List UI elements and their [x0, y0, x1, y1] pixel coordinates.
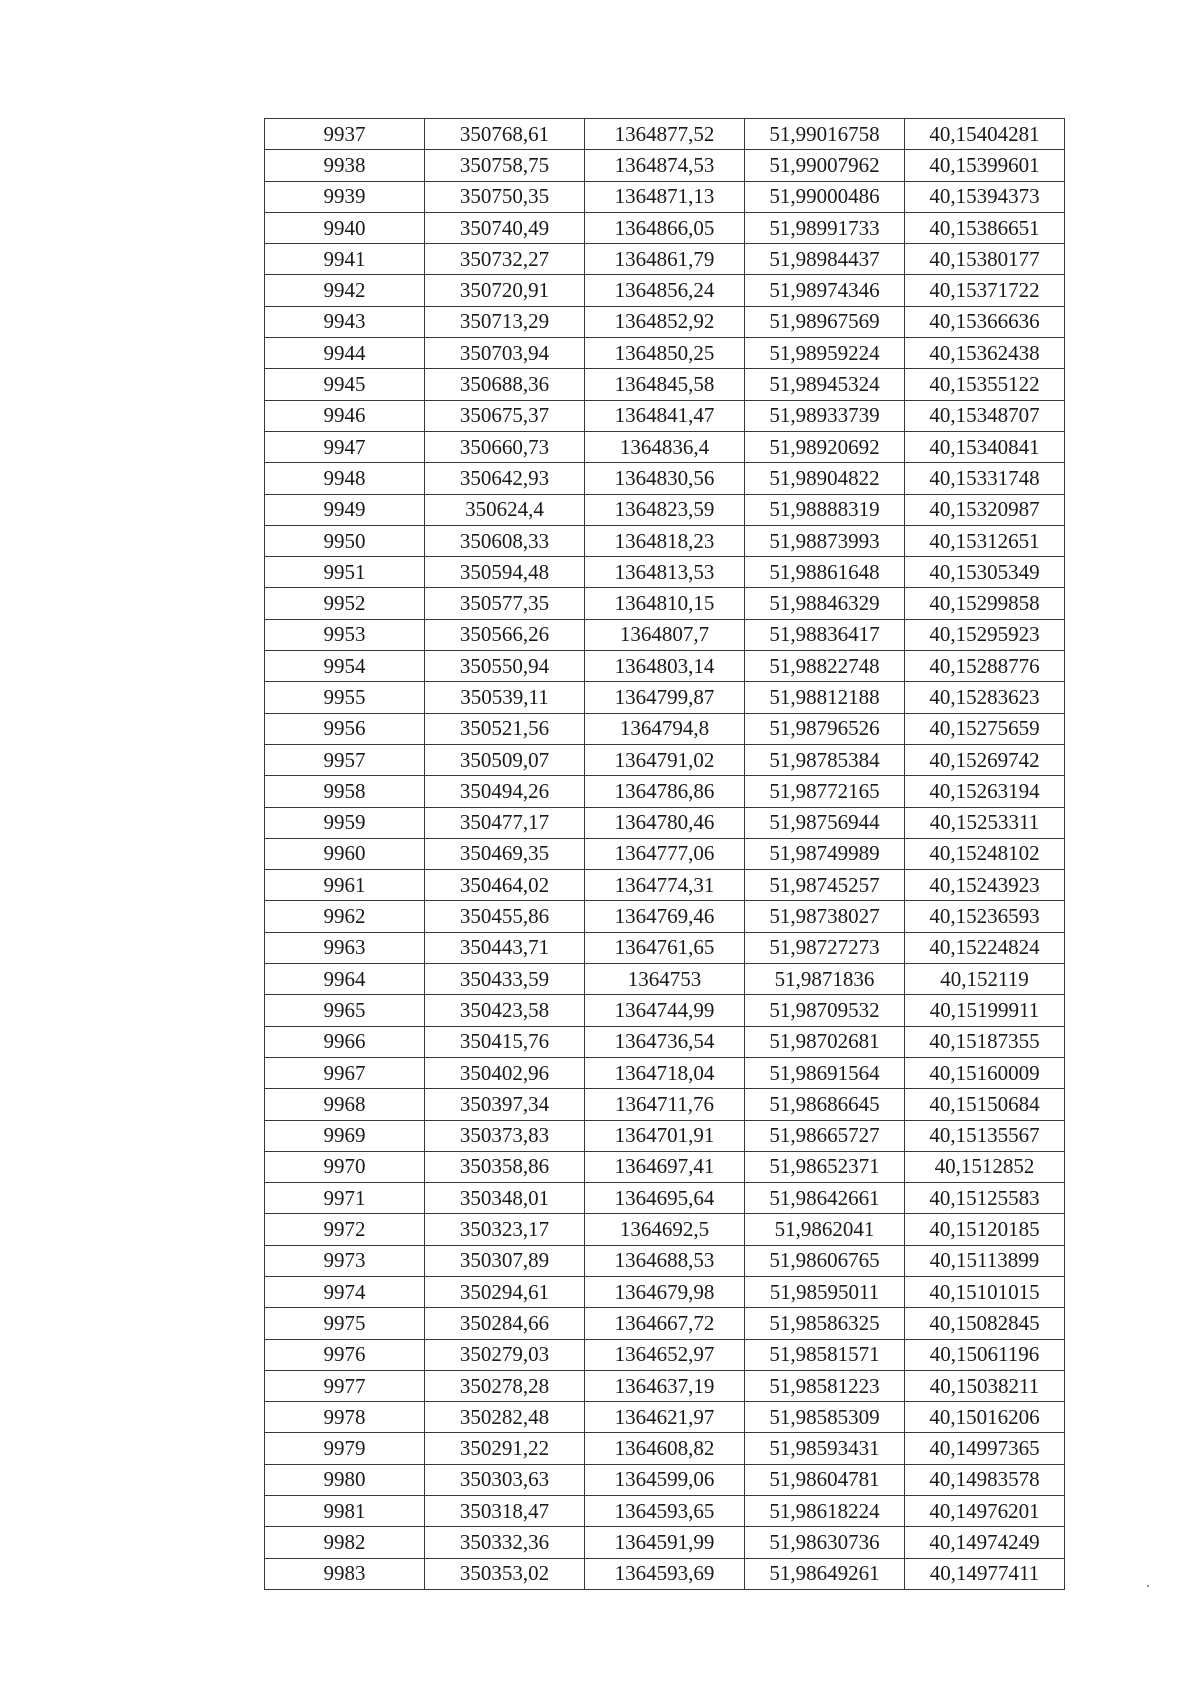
latitude-cell: 51,98586325 [745, 1308, 905, 1339]
y-coordinate-cell: 1364736,54 [585, 1026, 745, 1057]
y-coordinate-cell: 1364591,99 [585, 1527, 745, 1558]
x-coordinate-cell: 350642,93 [425, 463, 585, 494]
point-number-cell: 9948 [265, 463, 425, 494]
point-number-cell: 9943 [265, 306, 425, 337]
x-coordinate-cell: 350303,63 [425, 1464, 585, 1495]
y-coordinate-cell: 1364744,99 [585, 995, 745, 1026]
x-coordinate-cell: 350660,73 [425, 431, 585, 462]
table-row [265, 525, 1065, 556]
x-coordinate-cell: 350539,11 [425, 682, 585, 713]
y-coordinate-cell: 1364861,79 [585, 244, 745, 275]
longitude-cell: 40,15082845 [905, 1308, 1065, 1339]
y-coordinate-cell: 1364688,53 [585, 1245, 745, 1276]
table-row [265, 181, 1065, 212]
latitude-cell: 51,98861648 [745, 557, 905, 588]
longitude-cell: 40,15380177 [905, 244, 1065, 275]
y-coordinate-cell: 1364718,04 [585, 1057, 745, 1088]
table-row [265, 1433, 1065, 1464]
y-coordinate-cell: 1364769,46 [585, 901, 745, 932]
point-number-cell: 9978 [265, 1402, 425, 1433]
latitude-cell: 51,98604781 [745, 1464, 905, 1495]
x-coordinate-cell: 350278,28 [425, 1370, 585, 1401]
latitude-cell: 51,98727273 [745, 932, 905, 963]
y-coordinate-cell: 1364599,06 [585, 1464, 745, 1495]
point-number-cell: 9973 [265, 1245, 425, 1276]
latitude-cell: 51,98595011 [745, 1276, 905, 1307]
longitude-cell: 40,15269742 [905, 744, 1065, 775]
longitude-cell: 40,15150684 [905, 1089, 1065, 1120]
point-number-cell: 9938 [265, 150, 425, 181]
x-coordinate-cell: 350464,02 [425, 870, 585, 901]
point-number-cell: 9962 [265, 901, 425, 932]
table-row [265, 870, 1065, 901]
latitude-cell: 51,98991733 [745, 212, 905, 243]
table-row [265, 306, 1065, 337]
latitude-cell: 51,98691564 [745, 1057, 905, 1088]
x-coordinate-cell: 350720,91 [425, 275, 585, 306]
longitude-cell: 40,15236593 [905, 901, 1065, 932]
x-coordinate-cell: 350402,96 [425, 1057, 585, 1088]
longitude-cell: 40,15120185 [905, 1214, 1065, 1245]
table-row [265, 244, 1065, 275]
longitude-cell: 40,152119 [905, 964, 1065, 995]
longitude-cell: 40,15331748 [905, 463, 1065, 494]
latitude-cell: 51,98822748 [745, 651, 905, 682]
point-number-cell: 9982 [265, 1527, 425, 1558]
table-row [265, 776, 1065, 807]
x-coordinate-cell: 350307,89 [425, 1245, 585, 1276]
longitude-cell: 40,15362438 [905, 338, 1065, 369]
y-coordinate-cell: 1364830,56 [585, 463, 745, 494]
latitude-cell: 51,98933739 [745, 400, 905, 431]
x-coordinate-cell: 350332,36 [425, 1527, 585, 1558]
y-coordinate-cell: 1364667,72 [585, 1308, 745, 1339]
latitude-cell: 51,98846329 [745, 588, 905, 619]
latitude-cell: 51,99016758 [745, 119, 905, 150]
point-number-cell: 9966 [265, 1026, 425, 1057]
table-row [265, 838, 1065, 869]
latitude-cell: 51,98812188 [745, 682, 905, 713]
y-coordinate-cell: 1364692,5 [585, 1214, 745, 1245]
table-row [265, 901, 1065, 932]
table-row [265, 369, 1065, 400]
y-coordinate-cell: 1364774,31 [585, 870, 745, 901]
x-coordinate-cell: 350282,48 [425, 1402, 585, 1433]
point-number-cell: 9980 [265, 1464, 425, 1495]
y-coordinate-cell: 1364856,24 [585, 275, 745, 306]
point-number-cell: 9955 [265, 682, 425, 713]
latitude-cell: 51,98959224 [745, 338, 905, 369]
table-row [265, 400, 1065, 431]
x-coordinate-cell: 350624,4 [425, 494, 585, 525]
point-number-cell: 9970 [265, 1151, 425, 1182]
point-number-cell: 9954 [265, 651, 425, 682]
y-coordinate-cell: 1364845,58 [585, 369, 745, 400]
longitude-cell: 40,14983578 [905, 1464, 1065, 1495]
x-coordinate-cell: 350373,83 [425, 1120, 585, 1151]
point-number-cell: 9974 [265, 1276, 425, 1307]
y-coordinate-cell: 1364841,47 [585, 400, 745, 431]
x-coordinate-cell: 350688,36 [425, 369, 585, 400]
longitude-cell: 40,15348707 [905, 400, 1065, 431]
table-row [265, 1057, 1065, 1088]
table-row [265, 1183, 1065, 1214]
table-row [265, 619, 1065, 650]
latitude-cell: 51,98945324 [745, 369, 905, 400]
latitude-cell: 51,98873993 [745, 525, 905, 556]
longitude-cell: 40,15125583 [905, 1183, 1065, 1214]
x-coordinate-cell: 350348,01 [425, 1183, 585, 1214]
longitude-cell: 40,14997365 [905, 1433, 1065, 1464]
longitude-cell: 40,14977411 [905, 1558, 1065, 1589]
point-number-cell: 9964 [265, 964, 425, 995]
point-number-cell: 9956 [265, 713, 425, 744]
longitude-cell: 40,15340841 [905, 431, 1065, 462]
longitude-cell: 40,15275659 [905, 713, 1065, 744]
y-coordinate-cell: 1364780,46 [585, 807, 745, 838]
x-coordinate-cell: 350318,47 [425, 1496, 585, 1527]
table-row [265, 1464, 1065, 1495]
y-coordinate-cell: 1364791,02 [585, 744, 745, 775]
table-row [265, 995, 1065, 1026]
latitude-cell: 51,98785384 [745, 744, 905, 775]
latitude-cell: 51,98974346 [745, 275, 905, 306]
y-coordinate-cell: 1364637,19 [585, 1370, 745, 1401]
table-row [265, 1120, 1065, 1151]
point-number-cell: 9944 [265, 338, 425, 369]
y-coordinate-cell: 1364697,41 [585, 1151, 745, 1182]
longitude-cell: 40,15224824 [905, 932, 1065, 963]
table-row [265, 1245, 1065, 1276]
point-number-cell: 9942 [265, 275, 425, 306]
table-row [265, 1151, 1065, 1182]
latitude-cell: 51,98686645 [745, 1089, 905, 1120]
x-coordinate-cell: 350423,58 [425, 995, 585, 1026]
point-number-cell: 9947 [265, 431, 425, 462]
y-coordinate-cell: 1364593,65 [585, 1496, 745, 1527]
latitude-cell: 51,98745257 [745, 870, 905, 901]
table-row [265, 1402, 1065, 1433]
longitude-cell: 40,15283623 [905, 682, 1065, 713]
table-row [265, 1276, 1065, 1307]
latitude-cell: 51,98665727 [745, 1120, 905, 1151]
latitude-cell: 51,98593431 [745, 1433, 905, 1464]
y-coordinate-cell: 1364794,8 [585, 713, 745, 744]
coordinates-table [264, 118, 1065, 1590]
point-number-cell: 9963 [265, 932, 425, 963]
point-number-cell: 9969 [265, 1120, 425, 1151]
longitude-cell: 40,15394373 [905, 181, 1065, 212]
point-number-cell: 9961 [265, 870, 425, 901]
longitude-cell: 40,14974249 [905, 1527, 1065, 1558]
latitude-cell: 51,98984437 [745, 244, 905, 275]
longitude-cell: 40,15038211 [905, 1370, 1065, 1401]
y-coordinate-cell: 1364818,23 [585, 525, 745, 556]
y-coordinate-cell: 1364866,05 [585, 212, 745, 243]
point-number-cell: 9950 [265, 525, 425, 556]
latitude-cell: 51,98709532 [745, 995, 905, 1026]
table-row [265, 1496, 1065, 1527]
longitude-cell: 40,15295923 [905, 619, 1065, 650]
x-coordinate-cell: 350284,66 [425, 1308, 585, 1339]
y-coordinate-cell: 1364874,53 [585, 150, 745, 181]
longitude-cell: 40,15386651 [905, 212, 1065, 243]
table-row [265, 682, 1065, 713]
x-coordinate-cell: 350415,76 [425, 1026, 585, 1057]
latitude-cell: 51,98585309 [745, 1402, 905, 1433]
latitude-cell: 51,9871836 [745, 964, 905, 995]
point-number-cell: 9977 [265, 1370, 425, 1401]
x-coordinate-cell: 350494,26 [425, 776, 585, 807]
table-row [265, 557, 1065, 588]
table-row [265, 744, 1065, 775]
y-coordinate-cell: 1364850,25 [585, 338, 745, 369]
table-row [265, 1339, 1065, 1370]
point-number-cell: 9960 [265, 838, 425, 869]
latitude-cell: 51,98738027 [745, 901, 905, 932]
point-number-cell: 9949 [265, 494, 425, 525]
latitude-cell: 51,98888319 [745, 494, 905, 525]
point-number-cell: 9957 [265, 744, 425, 775]
x-coordinate-cell: 350768,61 [425, 119, 585, 150]
latitude-cell: 51,98618224 [745, 1496, 905, 1527]
table-row [265, 150, 1065, 181]
x-coordinate-cell: 350566,26 [425, 619, 585, 650]
x-coordinate-cell: 350758,75 [425, 150, 585, 181]
x-coordinate-cell: 350608,33 [425, 525, 585, 556]
table-row [265, 275, 1065, 306]
y-coordinate-cell: 1364836,4 [585, 431, 745, 462]
longitude-cell: 40,15299858 [905, 588, 1065, 619]
y-coordinate-cell: 1364608,82 [585, 1433, 745, 1464]
y-coordinate-cell: 1364621,97 [585, 1402, 745, 1433]
point-number-cell: 9959 [265, 807, 425, 838]
y-coordinate-cell: 1364871,13 [585, 181, 745, 212]
x-coordinate-cell: 350740,49 [425, 212, 585, 243]
table-row [265, 494, 1065, 525]
table-body [265, 119, 1065, 1590]
latitude-cell: 51,98772165 [745, 776, 905, 807]
point-number-cell: 9981 [265, 1496, 425, 1527]
table-row [265, 964, 1065, 995]
point-number-cell: 9946 [265, 400, 425, 431]
point-number-cell: 9958 [265, 776, 425, 807]
point-number-cell: 9976 [265, 1339, 425, 1370]
longitude-cell: 40,15016206 [905, 1402, 1065, 1433]
table-row [265, 1089, 1065, 1120]
point-number-cell: 9968 [265, 1089, 425, 1120]
longitude-cell: 40,15399601 [905, 150, 1065, 181]
longitude-cell: 40,15288776 [905, 651, 1065, 682]
latitude-cell: 51,98606765 [745, 1245, 905, 1276]
y-coordinate-cell: 1364695,64 [585, 1183, 745, 1214]
x-coordinate-cell: 350703,94 [425, 338, 585, 369]
y-coordinate-cell: 1364803,14 [585, 651, 745, 682]
scan-speck [1147, 1585, 1149, 1587]
table-row [265, 932, 1065, 963]
longitude-cell: 40,15253311 [905, 807, 1065, 838]
latitude-cell: 51,99007962 [745, 150, 905, 181]
point-number-cell: 9941 [265, 244, 425, 275]
longitude-cell: 40,15199911 [905, 995, 1065, 1026]
x-coordinate-cell: 350433,59 [425, 964, 585, 995]
x-coordinate-cell: 350750,35 [425, 181, 585, 212]
table-row [265, 651, 1065, 682]
point-number-cell: 9945 [265, 369, 425, 400]
longitude-cell: 40,15160009 [905, 1057, 1065, 1088]
latitude-cell: 51,98642661 [745, 1183, 905, 1214]
y-coordinate-cell: 1364877,52 [585, 119, 745, 150]
latitude-cell: 51,98904822 [745, 463, 905, 494]
y-coordinate-cell: 1364701,91 [585, 1120, 745, 1151]
point-number-cell: 9979 [265, 1433, 425, 1464]
latitude-cell: 51,98749989 [745, 838, 905, 869]
x-coordinate-cell: 350469,35 [425, 838, 585, 869]
longitude-cell: 40,15061196 [905, 1339, 1065, 1370]
point-number-cell: 9983 [265, 1558, 425, 1589]
x-coordinate-cell: 350713,29 [425, 306, 585, 337]
y-coordinate-cell: 1364786,86 [585, 776, 745, 807]
table-row [265, 431, 1065, 462]
longitude-cell: 40,15113899 [905, 1245, 1065, 1276]
x-coordinate-cell: 350455,86 [425, 901, 585, 932]
point-number-cell: 9967 [265, 1057, 425, 1088]
point-number-cell: 9952 [265, 588, 425, 619]
table-row [265, 463, 1065, 494]
y-coordinate-cell: 1364753 [585, 964, 745, 995]
table-row [265, 1214, 1065, 1245]
table-row [265, 588, 1065, 619]
point-number-cell: 9939 [265, 181, 425, 212]
latitude-cell: 51,98702681 [745, 1026, 905, 1057]
x-coordinate-cell: 350521,56 [425, 713, 585, 744]
point-number-cell: 9965 [265, 995, 425, 1026]
point-number-cell: 9951 [265, 557, 425, 588]
x-coordinate-cell: 350550,94 [425, 651, 585, 682]
latitude-cell: 51,98581571 [745, 1339, 905, 1370]
latitude-cell: 51,98756944 [745, 807, 905, 838]
latitude-cell: 51,98796526 [745, 713, 905, 744]
x-coordinate-cell: 350291,22 [425, 1433, 585, 1464]
point-number-cell: 9940 [265, 212, 425, 243]
table-row [265, 807, 1065, 838]
longitude-cell: 40,15101015 [905, 1276, 1065, 1307]
table-row [265, 1370, 1065, 1401]
y-coordinate-cell: 1364810,15 [585, 588, 745, 619]
table-row [265, 713, 1065, 744]
y-coordinate-cell: 1364813,53 [585, 557, 745, 588]
x-coordinate-cell: 350358,86 [425, 1151, 585, 1182]
x-coordinate-cell: 350732,27 [425, 244, 585, 275]
longitude-cell: 40,15305349 [905, 557, 1065, 588]
longitude-cell: 40,15243923 [905, 870, 1065, 901]
latitude-cell: 51,98920692 [745, 431, 905, 462]
point-number-cell: 9975 [265, 1308, 425, 1339]
latitude-cell: 51,99000486 [745, 181, 905, 212]
longitude-cell: 40,1512852 [905, 1151, 1065, 1182]
longitude-cell: 40,15187355 [905, 1026, 1065, 1057]
table-row [265, 1308, 1065, 1339]
longitude-cell: 40,15320987 [905, 494, 1065, 525]
latitude-cell: 51,98967569 [745, 306, 905, 337]
latitude-cell: 51,98652371 [745, 1151, 905, 1182]
longitude-cell: 40,15404281 [905, 119, 1065, 150]
latitude-cell: 51,98836417 [745, 619, 905, 650]
y-coordinate-cell: 1364593,69 [585, 1558, 745, 1589]
point-number-cell: 9953 [265, 619, 425, 650]
x-coordinate-cell: 350509,07 [425, 744, 585, 775]
table-row [265, 1558, 1065, 1589]
x-coordinate-cell: 350443,71 [425, 932, 585, 963]
y-coordinate-cell: 1364852,92 [585, 306, 745, 337]
x-coordinate-cell: 350577,35 [425, 588, 585, 619]
table-row [265, 212, 1065, 243]
x-coordinate-cell: 350675,37 [425, 400, 585, 431]
x-coordinate-cell: 350279,03 [425, 1339, 585, 1370]
y-coordinate-cell: 1364652,97 [585, 1339, 745, 1370]
longitude-cell: 40,15248102 [905, 838, 1065, 869]
table-row [265, 338, 1065, 369]
y-coordinate-cell: 1364679,98 [585, 1276, 745, 1307]
y-coordinate-cell: 1364777,06 [585, 838, 745, 869]
y-coordinate-cell: 1364761,65 [585, 932, 745, 963]
x-coordinate-cell: 350477,17 [425, 807, 585, 838]
latitude-cell: 51,9862041 [745, 1214, 905, 1245]
longitude-cell: 40,15366636 [905, 306, 1065, 337]
x-coordinate-cell: 350294,61 [425, 1276, 585, 1307]
longitude-cell: 40,15312651 [905, 525, 1065, 556]
x-coordinate-cell: 350353,02 [425, 1558, 585, 1589]
y-coordinate-cell: 1364807,7 [585, 619, 745, 650]
table-row [265, 1527, 1065, 1558]
longitude-cell: 40,15263194 [905, 776, 1065, 807]
x-coordinate-cell: 350594,48 [425, 557, 585, 588]
x-coordinate-cell: 350323,17 [425, 1214, 585, 1245]
y-coordinate-cell: 1364711,76 [585, 1089, 745, 1120]
latitude-cell: 51,98630736 [745, 1527, 905, 1558]
table-row [265, 119, 1065, 150]
table-row [265, 1026, 1065, 1057]
point-number-cell: 9937 [265, 119, 425, 150]
x-coordinate-cell: 350397,34 [425, 1089, 585, 1120]
y-coordinate-cell: 1364799,87 [585, 682, 745, 713]
longitude-cell: 40,15355122 [905, 369, 1065, 400]
y-coordinate-cell: 1364823,59 [585, 494, 745, 525]
longitude-cell: 40,15135567 [905, 1120, 1065, 1151]
latitude-cell: 51,98649261 [745, 1558, 905, 1589]
point-number-cell: 9972 [265, 1214, 425, 1245]
point-number-cell: 9971 [265, 1183, 425, 1214]
longitude-cell: 40,14976201 [905, 1496, 1065, 1527]
longitude-cell: 40,15371722 [905, 275, 1065, 306]
latitude-cell: 51,98581223 [745, 1370, 905, 1401]
